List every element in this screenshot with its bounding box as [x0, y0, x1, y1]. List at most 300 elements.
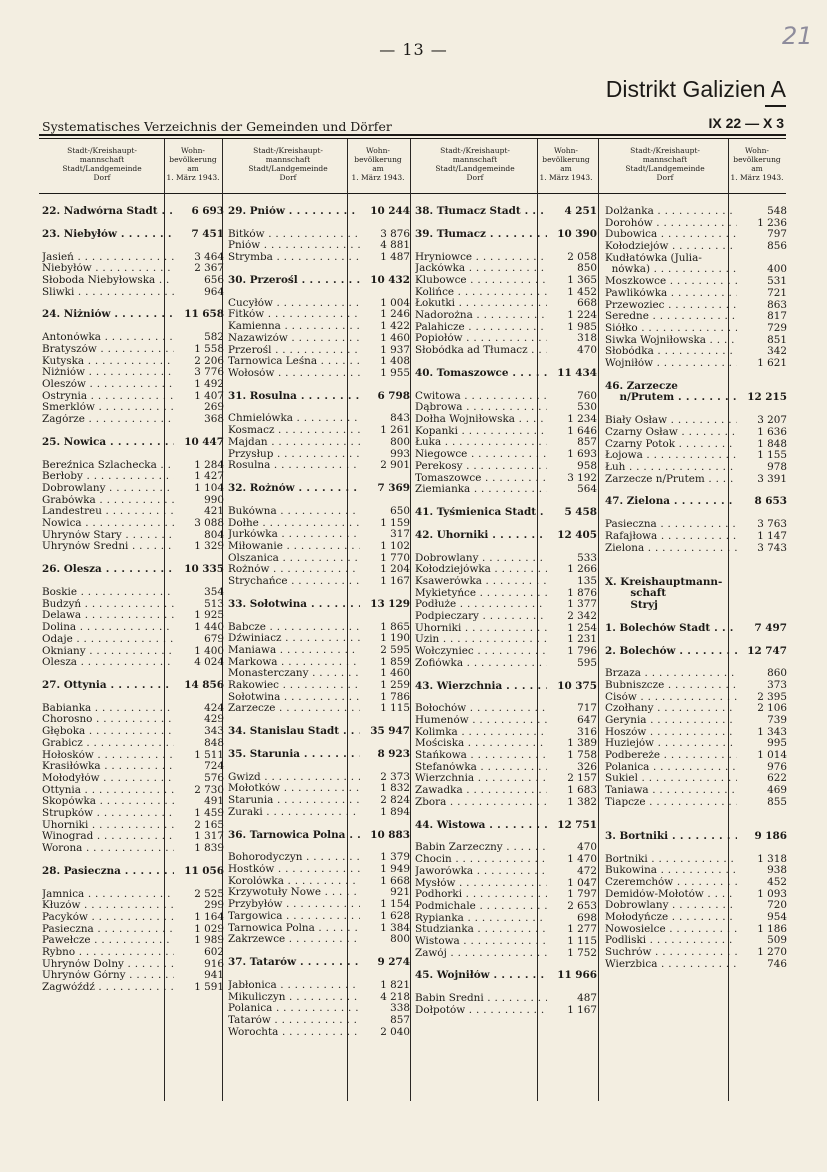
district-name: n/Prutem . . .: [605, 392, 737, 404]
population-value: 1 796: [567, 645, 597, 658]
locality-row: [42, 889, 228, 901]
locality-name: Olesza . . .: [42, 657, 174, 669]
locality-row: [415, 658, 601, 670]
population-value: 5 458: [564, 505, 597, 518]
locality-row: [605, 462, 791, 474]
population-value: 1 254: [567, 621, 597, 634]
locality-name: Skopówka . . .: [42, 796, 174, 808]
locality-row: [42, 947, 228, 959]
population-value: 1 270: [757, 946, 787, 959]
district-name: 40. Tomaszowce . . .: [415, 368, 547, 380]
district-name: 34. Stanislau Stadt . . .: [228, 726, 360, 738]
population-value: 851: [767, 333, 787, 346]
locality-name: Strychańce . . .: [228, 576, 360, 588]
population-value: 1 558: [194, 342, 224, 355]
locality-name: Polanica . . .: [228, 1003, 360, 1015]
table-column-group: [605, 206, 791, 970]
population-value: 1 259: [380, 678, 410, 691]
locality-name: Hoszów . . .: [605, 727, 737, 739]
locality-row: [605, 311, 791, 323]
district-total-row: [415, 970, 601, 982]
population-value: 10 375: [557, 679, 597, 692]
locality-name: Pawlikówka . . .: [605, 288, 737, 300]
locality-name: Babcze . . .: [228, 622, 360, 634]
locality-name: Berłoby . . .: [42, 471, 174, 483]
locality-name: Chocin . . .: [415, 854, 547, 866]
population-value: 4 881: [380, 239, 410, 252]
locality-name: Tiapcze . . .: [605, 797, 737, 809]
locality-name: Podmichale . . .: [415, 901, 547, 913]
locality-name: Uhrynów Górny . . .: [42, 970, 174, 982]
locality-row: [42, 263, 228, 275]
locality-row: [415, 611, 601, 623]
locality-name: Kolimka . . .: [415, 727, 547, 739]
locality-row: [415, 449, 601, 461]
population-value: 976: [767, 760, 787, 773]
row-spacer: [415, 380, 601, 391]
locality-name: Kopanki . . .: [415, 426, 547, 438]
population-value: 1 190: [380, 632, 410, 645]
locality-name: Chorosno . . .: [42, 714, 174, 726]
population-value: 1 949: [380, 863, 410, 876]
population-value: 400: [767, 263, 787, 276]
population-value: 1 937: [380, 343, 410, 356]
population-value: 10 244: [370, 205, 410, 217]
population-value: 1 628: [380, 909, 410, 922]
locality-row: [42, 414, 228, 426]
population-value: 602: [204, 946, 224, 959]
locality-row: [605, 323, 791, 335]
locality-name: Jabłonica . . .: [228, 980, 360, 992]
locality-row: [42, 518, 228, 530]
population-value: 1 343: [757, 725, 787, 738]
locality-name: Cucyłów . . .: [228, 298, 360, 310]
locality-name: Babianka . . .: [42, 703, 174, 715]
locality-row: [605, 912, 791, 924]
locality-name: Pacyków . . .: [42, 912, 174, 924]
locality-row: [415, 484, 601, 496]
locality-row: [42, 785, 228, 797]
population-value: 941: [204, 969, 224, 982]
population-value: 2 106: [757, 702, 787, 715]
locality-name: Siwka Wojniłowska . . .: [605, 335, 737, 347]
locality-row: [228, 807, 414, 819]
locality-name: Taniawa . . .: [605, 785, 737, 797]
locality-name: Bitków . . .: [228, 229, 360, 241]
locality-name: Rypianka . . .: [415, 913, 547, 925]
locality-name: Brzaza . . .: [605, 668, 737, 680]
locality-name: Winograd . . .: [42, 831, 174, 843]
population-value: 3 776: [194, 366, 224, 379]
row-spacer: [415, 541, 601, 552]
population-value: 1 236: [757, 216, 787, 229]
locality-name: Korolówka . . .: [228, 876, 360, 888]
locality-name: Demidów-Mołotów . . .: [605, 889, 737, 901]
population-value: 938: [767, 864, 787, 877]
header-population-column: Wohn- bevölkerung am 1. März 1943.: [166, 146, 220, 182]
locality-name: Palahicze . . .: [415, 322, 547, 334]
locality-row: [228, 645, 414, 657]
locality-row: [415, 287, 601, 299]
population-value: 739: [767, 714, 787, 727]
row-spacer: [605, 634, 791, 645]
locality-name: Bratyszów . . .: [42, 344, 174, 356]
district-total-row: [42, 866, 228, 878]
population-value: 1 231: [567, 633, 597, 646]
locality-name: Bukówna . . .: [228, 506, 360, 518]
locality-name: Pniów . . .: [228, 240, 360, 252]
header-population-column: Wohn- bevölkerung am 1. März 1943.: [730, 146, 784, 182]
district-total-row: [605, 600, 791, 612]
population-value: 1 379: [380, 851, 410, 864]
locality-row: [228, 368, 414, 380]
population-value: 1 440: [194, 621, 224, 634]
population-value: 1 786: [380, 690, 410, 703]
locality-row: [605, 335, 791, 347]
locality-row: [605, 703, 791, 715]
locality-name: Seredne . . .: [605, 311, 737, 323]
district-total-row: [605, 588, 791, 600]
locality-name: Uhrynów Stary . . .: [42, 530, 174, 542]
population-value: 1 487: [380, 251, 410, 264]
locality-name: Głęboka . . .: [42, 726, 174, 738]
locality-row: [228, 252, 414, 264]
population-value: 12 747: [747, 644, 787, 657]
locality-row: [605, 947, 791, 959]
population-value: 848: [204, 736, 224, 749]
locality-row: [42, 750, 228, 762]
locality-name: nówka) . . .: [605, 264, 737, 276]
population-value: 10 432: [370, 273, 410, 286]
locality-name: Rożnów . . .: [228, 564, 360, 576]
district-name: 3. Bortniki . . .: [605, 831, 737, 843]
locality-name: Mysłów . . .: [415, 878, 547, 890]
population-value: 698: [577, 911, 597, 924]
population-value: 1 636: [757, 425, 787, 438]
district-name: 33. Sołotwina . . .: [228, 599, 360, 611]
population-value: 1 511: [194, 748, 224, 761]
district-total-row: [415, 206, 601, 218]
locality-row: [42, 843, 228, 855]
district-name: 39. Tłumacz . . .: [415, 229, 547, 241]
population-value: 576: [204, 771, 224, 784]
locality-name: Dołha Wojniłowska . . .: [415, 414, 547, 426]
population-value: 1 460: [380, 331, 410, 344]
population-value: 3 391: [757, 472, 787, 485]
district-name: 38. Tłumacz Stadt . . .: [415, 206, 547, 218]
locality-name: Zbora . . .: [415, 797, 547, 809]
locality-row: [228, 333, 414, 345]
locality-name: Delawa . . .: [42, 610, 174, 622]
locality-row: [415, 461, 601, 473]
locality-row: [605, 206, 791, 218]
locality-name: Bubniszcze . . .: [605, 680, 737, 692]
locality-name: Dobrowlany . . .: [42, 483, 174, 495]
population-value: 800: [390, 435, 410, 448]
population-value: 1 758: [567, 749, 597, 762]
population-value: 9 186: [754, 829, 787, 842]
district-name: 29. Pniów . . .: [228, 206, 360, 218]
locality-row: [605, 450, 791, 462]
locality-name: Boskie . . .: [42, 587, 174, 599]
district-total-row: [42, 680, 228, 692]
locality-row: [228, 980, 414, 992]
population-value: 1 246: [380, 308, 410, 321]
district-name: 24. Niżniów . . .: [42, 309, 174, 321]
population-value: 491: [204, 795, 224, 808]
locality-name: Nowosielce . . .: [605, 924, 737, 936]
district-title: Distrikt Galizien A: [605, 76, 786, 102]
population-value: 2 058: [567, 250, 597, 263]
locality-name: Zakrzewce . . .: [228, 934, 360, 946]
population-value: 1 427: [194, 470, 224, 483]
population-value: 1 408: [380, 355, 410, 368]
population-value: 10 447: [184, 435, 224, 448]
population-value: 1 876: [567, 586, 597, 599]
population-value: 1 470: [567, 853, 597, 866]
locality-name: Dolina . . .: [42, 622, 174, 634]
population-value: 860: [767, 667, 787, 680]
locality-name: Budzyń . . .: [42, 599, 174, 611]
population-value: 2 595: [380, 643, 410, 656]
population-value: 509: [767, 934, 787, 947]
locality-name: Rafajłowa . . .: [605, 531, 737, 543]
locality-name: Podhorki . . .: [415, 889, 547, 901]
row-spacer: [42, 449, 228, 460]
locality-row: [42, 726, 228, 738]
population-value: 7 451: [191, 227, 224, 240]
population-value: 12 405: [557, 528, 597, 541]
district-total-row: [415, 681, 601, 693]
locality-name: Monasterczany . . .: [228, 668, 360, 680]
population-value: 1 102: [380, 539, 410, 552]
population-value: 2 653: [567, 899, 597, 912]
locality-row: [605, 727, 791, 739]
locality-row: [42, 761, 228, 773]
locality-name: Ottynia . . .: [42, 785, 174, 797]
header-population-column: Wohn- bevölkerung am 1. März 1943.: [539, 146, 593, 182]
population-value: 6 798: [377, 389, 410, 402]
population-value: 1 261: [380, 424, 410, 437]
locality-row: [415, 345, 601, 357]
locality-name: Polanica . . .: [605, 762, 737, 774]
locality-row: [605, 680, 791, 692]
population-value: 2 730: [194, 783, 224, 796]
locality-row: [42, 703, 228, 715]
locality-row: [42, 657, 228, 669]
locality-name: Podłuże . . .: [415, 599, 547, 611]
page-number: — 13 —: [379, 40, 448, 59]
population-value: 6 693: [191, 205, 224, 217]
population-value: 373: [767, 678, 787, 691]
row-spacer: [42, 321, 228, 332]
locality-name: Podpieczary . . .: [415, 611, 547, 623]
population-value: 2 373: [380, 770, 410, 783]
population-value: 12 751: [557, 818, 597, 831]
locality-name: Kołodziejówka . . .: [415, 564, 547, 576]
locality-row: [605, 241, 791, 253]
locality-name: Podliski . . .: [605, 935, 737, 947]
population-value: 13 129: [370, 597, 410, 610]
population-value: 1 147: [757, 529, 787, 542]
locality-row: [42, 379, 228, 391]
population-value: 10 335: [184, 563, 224, 576]
locality-name: Dobrowlany . . .: [605, 900, 737, 912]
district-name: 30. Przerośl . . .: [228, 275, 360, 287]
locality-row: [605, 785, 791, 797]
locality-row: [228, 1015, 414, 1027]
population-value: 1 693: [567, 448, 597, 461]
population-value: 1 159: [380, 516, 410, 529]
population-value: 1 014: [757, 749, 787, 762]
locality-name: Targowica . . .: [228, 911, 360, 923]
district-total-row: [228, 206, 414, 218]
locality-name: Uhorniki . . .: [415, 623, 547, 635]
locality-row: [605, 854, 791, 866]
population-value: 1 266: [567, 563, 597, 576]
locality-row: [415, 866, 601, 878]
locality-row: [42, 344, 228, 356]
population-value: 429: [204, 713, 224, 726]
population-value: 4 251: [564, 205, 597, 217]
locality-row: [605, 773, 791, 785]
locality-row: [415, 715, 601, 727]
row-spacer: [605, 657, 791, 668]
locality-name: Uhorniki . . .: [42, 820, 174, 832]
district-name: 43. Wierzchnia . . .: [415, 681, 547, 693]
district-total-row: [228, 599, 414, 611]
locality-name: Kutyska . . .: [42, 356, 174, 368]
population-value: 993: [390, 447, 410, 460]
district-total-row: [228, 391, 414, 403]
locality-row: [415, 564, 601, 576]
population-value: 1 317: [194, 830, 224, 843]
population-value: 2 206: [194, 354, 224, 367]
locality-name: Olszanica . . .: [228, 553, 360, 565]
population-value: 317: [390, 528, 410, 541]
locality-name: Przysłup . . .: [228, 449, 360, 461]
locality-name: Sukiel . . .: [605, 773, 737, 785]
locality-name: Humenów . . .: [415, 715, 547, 727]
population-value: 797: [767, 228, 787, 241]
locality-row: [605, 797, 791, 809]
population-value: 2 342: [567, 610, 597, 623]
table-top-rule: [39, 134, 786, 136]
locality-name: Worochta . . .: [228, 1027, 360, 1039]
locality-row: [42, 287, 228, 299]
population-value: 656: [204, 273, 224, 286]
locality-row: [415, 426, 601, 438]
header-bottom-rule: [39, 193, 786, 194]
locality-name: Bołochów . . .: [415, 703, 547, 715]
population-value: 9 274: [377, 956, 410, 969]
population-value: 1 955: [380, 366, 410, 379]
locality-name: Okniany . . .: [42, 646, 174, 658]
locality-name: Nadorożna . . .: [415, 310, 547, 322]
locality-name: Smerklów . . .: [42, 402, 174, 414]
population-value: 470: [577, 841, 597, 854]
table-top-rule-thin: [39, 138, 786, 139]
locality-name: Dolżanka . . .: [605, 206, 737, 218]
locality-row: [415, 936, 601, 948]
row-spacer: [415, 982, 601, 993]
locality-name: Uzin . . .: [415, 634, 547, 646]
locality-name: Łokutki . . .: [415, 298, 547, 310]
district-name: 23. Niebyłów . . .: [42, 229, 174, 241]
locality-name: Przewoziec . . .: [605, 300, 737, 312]
locality-name: Słoboda Niebyłowska . . .: [42, 275, 174, 287]
population-value: 1 989: [194, 934, 224, 947]
population-value: 11 434: [557, 366, 597, 379]
locality-row: [605, 865, 791, 877]
district-total-row: [228, 483, 414, 495]
population-value: 11 056: [184, 864, 224, 877]
population-value: 1 104: [194, 482, 224, 495]
locality-name: Zarzecze . . .: [228, 703, 360, 715]
locality-name: Moszkowce . . .: [605, 276, 737, 288]
population-value: 3 192: [567, 471, 597, 484]
locality-name: Bohorodyczyn . . .: [228, 852, 360, 864]
locality-name: Tomaszowce . . .: [415, 473, 547, 485]
population-value: 4 218: [380, 990, 410, 1003]
population-value: 11 966: [557, 969, 597, 982]
population-value: 11 658: [184, 308, 224, 321]
district-total-row: [415, 368, 601, 380]
district-name: Stryj: [605, 599, 658, 611]
locality-name: Kołodziejów . . .: [605, 241, 737, 253]
locality-row: [605, 531, 791, 543]
population-value: 1 384: [380, 921, 410, 934]
locality-name: Kolińce . . .: [415, 287, 547, 299]
population-value: 1 646: [567, 424, 597, 437]
population-value: 4 024: [194, 656, 224, 669]
population-value: 342: [767, 345, 787, 358]
locality-name: Uhrynów Średni . . .: [42, 541, 174, 553]
population-value: 1 797: [567, 888, 597, 901]
pencil-annotation: 21: [782, 22, 813, 50]
locality-row: [605, 750, 791, 762]
population-value: 964: [204, 285, 224, 298]
locality-name: Krzywotuły Nowe . . .: [228, 887, 360, 899]
locality-row: [228, 506, 414, 518]
locality-name: Landestreu . . .: [42, 506, 174, 518]
locality-name: Wierzchnia . . .: [415, 773, 547, 785]
population-value: 1 277: [567, 923, 597, 936]
locality-name: Jaworówka . . .: [415, 866, 547, 878]
locality-row: [415, 322, 601, 334]
locality-row: [605, 543, 791, 555]
district-total-row: [415, 530, 601, 542]
population-value: 3 464: [194, 250, 224, 263]
population-value: 2 824: [380, 794, 410, 807]
locality-row: [42, 402, 228, 414]
population-value: 1 029: [194, 922, 224, 935]
population-value: 804: [204, 528, 224, 541]
locality-name: Bereźnica Szlachecka . . .: [42, 460, 174, 472]
population-value: 958: [577, 459, 597, 472]
locality-name: Dąbrowa . . .: [415, 402, 547, 414]
locality-row: [228, 1003, 414, 1015]
district-name: 44. Wistowa . . .: [415, 820, 547, 832]
population-value: 421: [204, 505, 224, 518]
population-value: 531: [767, 275, 787, 288]
population-value: 990: [204, 493, 224, 506]
locality-name: Wołczyniec . . .: [415, 646, 547, 658]
locality-name: Odaje . . .: [42, 634, 174, 646]
locality-name: Dubowica . . .: [605, 229, 737, 241]
locality-row: [605, 288, 791, 300]
locality-name: Strupków . . .: [42, 808, 174, 820]
